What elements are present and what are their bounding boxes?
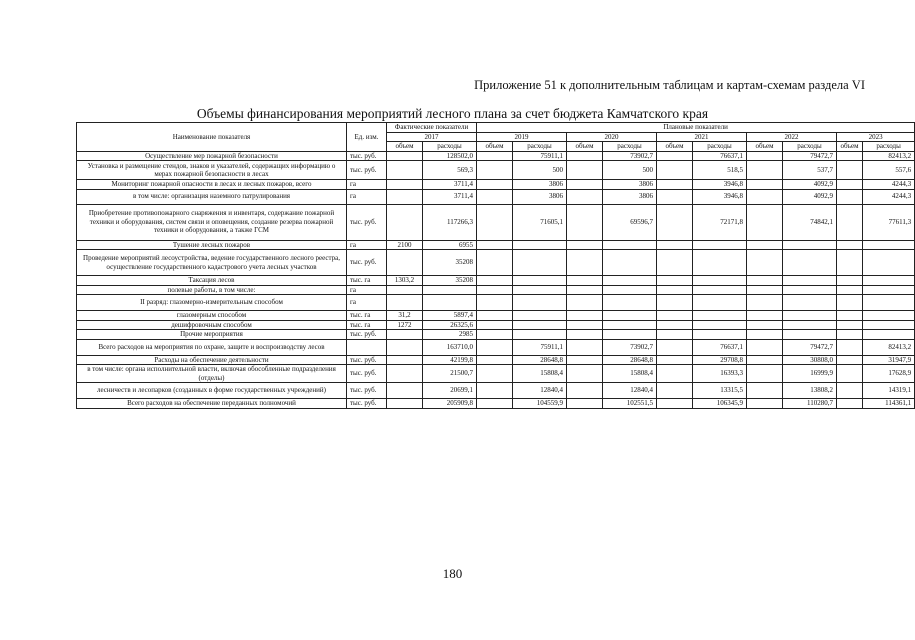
expenses-cell: 3946,8 <box>693 180 747 190</box>
expenses-cell <box>783 240 837 250</box>
table-row <box>77 355 915 365</box>
expenses-cell: 72171,8 <box>693 204 747 240</box>
volume-cell <box>477 151 513 161</box>
volume-cell <box>477 330 513 340</box>
row-unit: тыс. га <box>347 311 387 321</box>
volume-cell <box>747 285 783 295</box>
expenses-cell: 3806 <box>603 180 657 190</box>
expenses-cell <box>863 320 915 330</box>
volume-cell <box>657 250 693 276</box>
row-name: глазомерным способом <box>77 311 347 321</box>
volume-cell <box>387 180 423 190</box>
expenses-cell <box>693 295 747 311</box>
volume-cell <box>837 240 863 250</box>
volume-cell <box>567 285 603 295</box>
expenses-cell <box>693 311 747 321</box>
expenses-cell <box>513 295 567 311</box>
expenses-cell <box>863 295 915 311</box>
row-unit: тыс. руб. <box>347 250 387 276</box>
volume-cell <box>747 339 783 355</box>
volume-cell <box>837 180 863 190</box>
expenses-cell: 110280,7 <box>783 399 837 409</box>
volume-cell <box>657 204 693 240</box>
volume-cell: 1272 <box>387 320 423 330</box>
volume-cell <box>837 285 863 295</box>
header-actual: Фактические показатели <box>387 123 477 133</box>
expenses-cell: 4244,3 <box>863 189 915 204</box>
volume-cell <box>657 355 693 365</box>
header-name: Наименование показателя <box>77 123 347 152</box>
expenses-cell: 12840,4 <box>603 383 657 399</box>
header-year: 2022 <box>747 132 837 142</box>
row-unit: тыс. руб. <box>347 161 387 180</box>
table-row <box>77 330 915 340</box>
expenses-cell: 15808,4 <box>513 365 567 383</box>
expenses-cell: 6955 <box>423 240 477 250</box>
row-name: Мониторинг пожарной опасности в лесах и лесных пожаров, всего <box>77 180 347 190</box>
volume-cell <box>477 383 513 399</box>
expenses-cell: 128502,0 <box>423 151 477 161</box>
expenses-cell <box>693 320 747 330</box>
expenses-cell <box>863 285 915 295</box>
expenses-cell: 82413,2 <box>863 339 915 355</box>
volume-cell <box>387 330 423 340</box>
table-header <box>77 123 915 152</box>
header-expenses: расходы <box>423 142 477 152</box>
expenses-cell: 76637,1 <box>693 339 747 355</box>
volume-cell <box>747 180 783 190</box>
table-row <box>77 151 915 161</box>
volume-cell <box>567 180 603 190</box>
volume-cell <box>747 365 783 383</box>
volume-cell <box>657 320 693 330</box>
volume-cell <box>477 250 513 276</box>
volume-cell <box>567 355 603 365</box>
row-unit: тыс. руб. <box>347 383 387 399</box>
expenses-cell <box>693 250 747 276</box>
expenses-cell <box>603 276 657 286</box>
volume-cell <box>477 365 513 383</box>
volume-cell <box>837 383 863 399</box>
volume-cell <box>387 285 423 295</box>
volume-cell <box>567 204 603 240</box>
expenses-cell <box>693 330 747 340</box>
table-row <box>77 311 915 321</box>
expenses-cell: 557,6 <box>863 161 915 180</box>
row-unit: тыс. руб. <box>347 365 387 383</box>
volume-cell <box>837 355 863 365</box>
volume-cell <box>747 204 783 240</box>
volume-cell <box>837 365 863 383</box>
header-volume: объем <box>567 142 603 152</box>
expenses-cell <box>783 285 837 295</box>
header-year: 2021 <box>657 132 747 142</box>
volume-cell: 31,2 <box>387 311 423 321</box>
volume-cell <box>837 276 863 286</box>
header-year: 2023 <box>837 132 915 142</box>
expenses-cell <box>423 285 477 295</box>
expenses-cell: 76637,1 <box>693 151 747 161</box>
expenses-cell: 79472,7 <box>783 339 837 355</box>
header-unit: Ед. изм. <box>347 123 387 152</box>
row-unit: га <box>347 295 387 311</box>
expenses-cell <box>513 330 567 340</box>
volume-cell <box>477 161 513 180</box>
expenses-cell <box>783 276 837 286</box>
expenses-cell: 29708,8 <box>693 355 747 365</box>
volume-cell <box>387 399 423 409</box>
expenses-cell: 17628,9 <box>863 365 915 383</box>
table-row <box>77 383 915 399</box>
volume-cell <box>477 285 513 295</box>
expenses-cell <box>783 295 837 311</box>
row-name: Таксация лесов <box>77 276 347 286</box>
expenses-cell: 16999,9 <box>783 365 837 383</box>
expenses-cell: 79472,7 <box>783 151 837 161</box>
volume-cell <box>387 250 423 276</box>
volume-cell <box>567 276 603 286</box>
header-expenses: расходы <box>513 142 567 152</box>
row-name: Установка и размещение стендов, знаков и указателей, содержащих информацию о мерах пожарной безопасности в лесах <box>77 161 347 180</box>
volume-cell <box>387 355 423 365</box>
expenses-cell: 14319,1 <box>863 383 915 399</box>
row-unit: га <box>347 180 387 190</box>
expenses-cell: 3806 <box>513 189 567 204</box>
volume-cell <box>837 295 863 311</box>
row-name: II разряд: глазомерно-измерительным способом <box>77 295 347 311</box>
header-volume: объем <box>747 142 783 152</box>
row-name: полевые работы, в том числе: <box>77 285 347 295</box>
expenses-cell: 77611,3 <box>863 204 915 240</box>
expenses-cell <box>513 240 567 250</box>
table-body <box>77 151 915 408</box>
expenses-cell <box>783 250 837 276</box>
expenses-cell: 12840,4 <box>513 383 567 399</box>
row-name: Осуществление мер пожарной безопасности <box>77 151 347 161</box>
expenses-cell <box>783 320 837 330</box>
volume-cell <box>387 365 423 383</box>
volume-cell <box>657 339 693 355</box>
financing-table <box>76 122 915 409</box>
appendix-caption: Приложение 51 к дополнительным таблицам и картам-схемам раздела VI <box>474 78 865 92</box>
table-row <box>77 180 915 190</box>
header-planned: Плановые показатели <box>477 123 915 133</box>
volume-cell <box>837 189 863 204</box>
volume-cell <box>387 339 423 355</box>
volume-cell <box>747 276 783 286</box>
expenses-cell <box>863 250 915 276</box>
financing-table-container <box>76 122 912 409</box>
expenses-cell: 16393,3 <box>693 365 747 383</box>
table-row <box>77 365 915 383</box>
row-unit: тыс. руб. <box>347 330 387 340</box>
expenses-cell <box>603 240 657 250</box>
document-title: Объемы финансирования мероприятий лесного плана за счет бюджета Камчатского края <box>196 106 709 121</box>
expenses-cell: 82413,2 <box>863 151 915 161</box>
table-row <box>77 285 915 295</box>
volume-cell <box>387 189 423 204</box>
row-unit: га <box>347 285 387 295</box>
volume-cell <box>657 189 693 204</box>
table-row <box>77 250 915 276</box>
volume-cell <box>657 330 693 340</box>
volume-cell <box>477 311 513 321</box>
table-row <box>77 339 915 355</box>
expenses-cell <box>513 320 567 330</box>
expenses-cell <box>603 250 657 276</box>
expenses-cell: 3806 <box>603 189 657 204</box>
row-name: лесничеств и лесопарков (созданных в форме государственных учреждений) <box>77 383 347 399</box>
volume-cell <box>567 365 603 383</box>
volume-cell <box>747 295 783 311</box>
expenses-cell: 104559,9 <box>513 399 567 409</box>
expenses-cell <box>513 311 567 321</box>
header-year: 2019 <box>477 132 567 142</box>
expenses-cell: 15808,4 <box>603 365 657 383</box>
volume-cell <box>747 240 783 250</box>
expenses-cell: 35208 <box>423 250 477 276</box>
row-name: Тушение лесных пожаров <box>77 240 347 250</box>
expenses-cell: 205909,8 <box>423 399 477 409</box>
volume-cell <box>747 399 783 409</box>
volume-cell <box>747 151 783 161</box>
volume-cell <box>567 311 603 321</box>
header-volume: объем <box>387 142 423 152</box>
volume-cell <box>567 189 603 204</box>
row-unit: тыс. руб. <box>347 399 387 409</box>
table-row <box>77 204 915 240</box>
volume-cell <box>567 339 603 355</box>
expenses-cell: 28648,8 <box>513 355 567 365</box>
volume-cell <box>387 383 423 399</box>
volume-cell <box>747 250 783 276</box>
row-name: Расходы на обеспечение деятельности <box>77 355 347 365</box>
row-name: Всего расходов на обеспечение переданных полномочий <box>77 399 347 409</box>
volume-cell <box>837 330 863 340</box>
expenses-cell: 73902,7 <box>603 339 657 355</box>
table-row <box>77 295 915 311</box>
volume-cell <box>477 320 513 330</box>
expenses-cell: 71605,1 <box>513 204 567 240</box>
expenses-cell: 500 <box>513 161 567 180</box>
table-row <box>77 189 915 204</box>
expenses-cell: 20699,1 <box>423 383 477 399</box>
expenses-cell: 4244,3 <box>863 180 915 190</box>
volume-cell <box>657 311 693 321</box>
volume-cell <box>747 383 783 399</box>
expenses-cell: 102551,5 <box>603 399 657 409</box>
volume-cell <box>657 151 693 161</box>
header-volume: объем <box>477 142 513 152</box>
volume-cell <box>657 285 693 295</box>
row-unit: тыс. га <box>347 320 387 330</box>
expenses-cell: 3711,4 <box>423 189 477 204</box>
expenses-cell: 69596,7 <box>603 204 657 240</box>
expenses-cell: 30808,0 <box>783 355 837 365</box>
table-row <box>77 276 915 286</box>
volume-cell <box>657 240 693 250</box>
volume-cell <box>567 383 603 399</box>
row-unit: тыс. руб. <box>347 204 387 240</box>
row-unit: га <box>347 240 387 250</box>
volume-cell <box>477 189 513 204</box>
volume-cell <box>837 250 863 276</box>
row-name: в том числе: органа исполнительной власти, включая обособленные подразделения (отделы) <box>77 365 347 383</box>
volume-cell: 1303,2 <box>387 276 423 286</box>
volume-cell <box>477 295 513 311</box>
volume-cell <box>387 295 423 311</box>
volume-cell <box>567 320 603 330</box>
volume-cell <box>567 399 603 409</box>
expenses-cell: 4092,9 <box>783 180 837 190</box>
volume-cell <box>657 365 693 383</box>
volume-cell <box>567 161 603 180</box>
expenses-cell: 35208 <box>423 276 477 286</box>
page-number: 180 <box>442 566 463 581</box>
expenses-cell <box>603 320 657 330</box>
expenses-cell: 26325,6 <box>423 320 477 330</box>
header-volume: объем <box>837 142 863 152</box>
volume-cell <box>837 399 863 409</box>
expenses-cell: 31947,9 <box>863 355 915 365</box>
expenses-cell: 75911,1 <box>513 339 567 355</box>
row-name: Приобретение противопожарного снаряжения и инвентаря, содержание пожарной техники и оборудования, систем связи и оповещения, создание резерва пожарной техники и оборудования, а также ГСМ <box>77 204 347 240</box>
row-unit: тыс. руб. <box>347 355 387 365</box>
volume-cell <box>837 151 863 161</box>
volume-cell <box>657 161 693 180</box>
expenses-cell: 42199,8 <box>423 355 477 365</box>
volume-cell <box>567 295 603 311</box>
expenses-cell: 569,3 <box>423 161 477 180</box>
expenses-cell <box>863 276 915 286</box>
volume-cell: 2100 <box>387 240 423 250</box>
header-volume: объем <box>657 142 693 152</box>
expenses-cell: 500 <box>603 161 657 180</box>
expenses-cell <box>693 240 747 250</box>
expenses-cell: 537,7 <box>783 161 837 180</box>
header-year: 2020 <box>567 132 657 142</box>
expenses-cell <box>603 285 657 295</box>
volume-cell <box>747 320 783 330</box>
volume-cell <box>657 276 693 286</box>
expenses-cell: 4092,9 <box>783 189 837 204</box>
volume-cell <box>387 161 423 180</box>
volume-cell <box>747 311 783 321</box>
header-expenses: расходы <box>693 142 747 152</box>
volume-cell <box>747 189 783 204</box>
table-row <box>77 399 915 409</box>
table-row <box>77 240 915 250</box>
header-expenses: расходы <box>783 142 837 152</box>
volume-cell <box>567 240 603 250</box>
volume-cell <box>657 180 693 190</box>
expenses-cell: 106345,9 <box>693 399 747 409</box>
expenses-cell: 75911,1 <box>513 151 567 161</box>
expenses-cell <box>603 295 657 311</box>
volume-cell <box>477 355 513 365</box>
expenses-cell <box>693 276 747 286</box>
header-expenses: расходы <box>603 142 657 152</box>
expenses-cell: 3711,4 <box>423 180 477 190</box>
row-name: Проведение мероприятий лесоустройства, ведение государственного лесного реестра, осуществление государственного кадастрового учета лесных участков <box>77 250 347 276</box>
volume-cell <box>567 250 603 276</box>
volume-cell <box>387 204 423 240</box>
expenses-cell <box>513 250 567 276</box>
volume-cell <box>837 204 863 240</box>
volume-cell <box>657 383 693 399</box>
expenses-cell <box>693 285 747 295</box>
expenses-cell <box>513 285 567 295</box>
row-unit: тыс. га <box>347 276 387 286</box>
expenses-cell <box>423 295 477 311</box>
row-name: Всего расходов на мероприятия по охране, защите и воспроизводству лесов <box>77 339 347 355</box>
expenses-cell: 74842,1 <box>783 204 837 240</box>
volume-cell <box>837 161 863 180</box>
volume-cell <box>657 295 693 311</box>
table-row <box>77 320 915 330</box>
expenses-cell: 3946,8 <box>693 189 747 204</box>
expenses-cell: 2985 <box>423 330 477 340</box>
expenses-cell: 13315,5 <box>693 383 747 399</box>
expenses-cell: 3806 <box>513 180 567 190</box>
volume-cell <box>387 151 423 161</box>
row-name: в том числе: организация наземного патрулирования <box>77 189 347 204</box>
expenses-cell <box>863 240 915 250</box>
header-expenses: расходы <box>863 142 915 152</box>
expenses-cell: 28648,8 <box>603 355 657 365</box>
volume-cell <box>747 330 783 340</box>
volume-cell <box>477 399 513 409</box>
header-year: 2017 <box>387 132 477 142</box>
volume-cell <box>747 161 783 180</box>
expenses-cell: 163710,0 <box>423 339 477 355</box>
volume-cell <box>477 180 513 190</box>
volume-cell <box>837 311 863 321</box>
row-unit: тыс. руб. <box>347 151 387 161</box>
expenses-cell <box>783 311 837 321</box>
expenses-cell: 114361,1 <box>863 399 915 409</box>
expenses-cell <box>863 311 915 321</box>
expenses-cell <box>513 276 567 286</box>
volume-cell <box>477 339 513 355</box>
expenses-cell: 5897,4 <box>423 311 477 321</box>
expenses-cell <box>603 330 657 340</box>
expenses-cell: 518,5 <box>693 161 747 180</box>
volume-cell <box>657 399 693 409</box>
table-row <box>77 161 915 180</box>
volume-cell <box>747 355 783 365</box>
volume-cell <box>837 320 863 330</box>
volume-cell <box>837 339 863 355</box>
volume-cell <box>567 330 603 340</box>
row-name: Прочие мероприятия <box>77 330 347 340</box>
row-name: дешифровочным способом <box>77 320 347 330</box>
volume-cell <box>477 276 513 286</box>
row-unit: га <box>347 189 387 204</box>
volume-cell <box>477 240 513 250</box>
expenses-cell: 117266,3 <box>423 204 477 240</box>
expenses-cell <box>603 311 657 321</box>
row-unit <box>347 339 387 355</box>
volume-cell <box>477 204 513 240</box>
expenses-cell: 73902,7 <box>603 151 657 161</box>
expenses-cell <box>863 330 915 340</box>
expenses-cell: 13808,2 <box>783 383 837 399</box>
expenses-cell <box>783 330 837 340</box>
expenses-cell: 21500,7 <box>423 365 477 383</box>
volume-cell <box>567 151 603 161</box>
